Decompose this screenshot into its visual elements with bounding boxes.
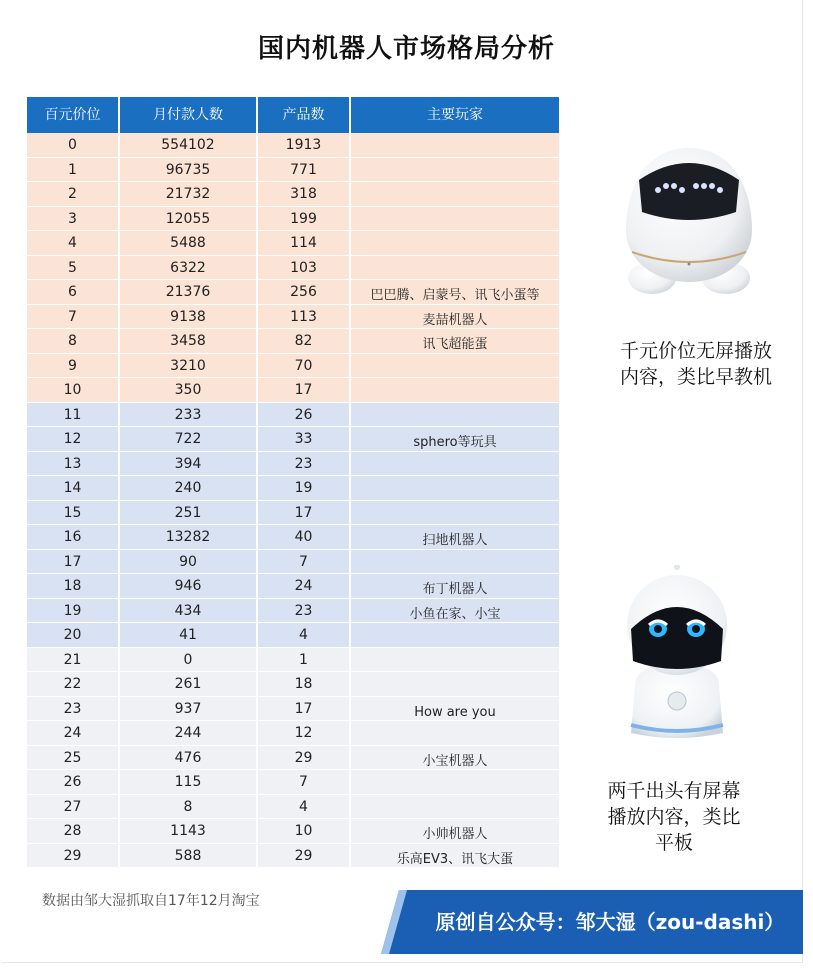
player-label: 扫地机器人 [422,533,488,548]
cell-products: 103 [290,259,317,276]
table-row [27,231,559,256]
cell-products: 1 [299,651,308,668]
cell-price: 19 [63,602,82,619]
player-label: 小宝机器人 [422,753,488,769]
cell-buyers: 8 [183,798,193,815]
cell-price: 1 [68,161,77,178]
cell-products: 114 [290,235,317,251]
cell-buyers: 96735 [165,161,211,178]
egg-robot-image [604,140,774,300]
header-buyers: 月付款人数 [120,97,258,133]
robot2-caption-line: 播放内容，类比 [607,806,741,828]
cell-products: 17 [294,700,313,717]
cell-price: 11 [63,406,82,423]
cell-price: 29 [63,847,82,864]
table-row [27,256,559,281]
cell-buyers: 251 [174,504,202,521]
cell-products: 7 [299,553,308,570]
cell-buyers: 3210 [170,357,206,374]
table-row [27,403,559,428]
cell-price: 3 [68,210,77,227]
robot1-caption [596,338,796,390]
header-products: 产品数 [258,97,351,133]
cell-buyers: 1143 [170,823,206,839]
cell-buyers: 261 [174,676,202,692]
robot2-caption [584,778,764,856]
cell-products: 23 [294,455,313,472]
cell-price: 10 [63,382,82,398]
column-separator [118,133,120,868]
cell-products: 24 [294,578,313,594]
cell-buyers: 21376 [165,284,211,300]
robot2-caption-line: 平板 [654,832,693,854]
cell-buyers: 240 [174,480,202,496]
cell-price: 25 [63,749,82,766]
cell-price: 20 [63,627,82,643]
cell-products: 1913 [285,137,322,153]
header-players: 主要玩家 [427,107,483,123]
cell-products: 17 [294,504,313,521]
cell-products: 771 [290,161,317,178]
player-label: 布丁机器人 [422,582,488,597]
cell-price: 24 [63,725,82,741]
cell-price: 6 [68,284,77,300]
cell-buyers: 554102 [161,137,215,153]
cell-price: 13 [63,455,82,472]
cell-products: 33 [294,431,313,447]
cell-price: 7 [68,308,77,325]
screen-robot-image [615,565,740,745]
cell-buyers: 5488 [170,235,206,251]
data-table [27,97,559,868]
cell-buyers: 0 [183,651,193,668]
cell-buyers: 9138 [170,308,206,325]
cell-buyers: 13282 [165,529,211,545]
player-label: 小帅机器人 [422,827,488,842]
cell-price: 8 [68,333,77,349]
cell-products: 199 [290,210,317,227]
column-separator [256,133,258,868]
cell-buyers: 233 [174,406,202,423]
table-row [27,648,559,673]
cell-products: 23 [294,602,313,619]
cell-buyers: 244 [174,725,202,741]
cell-products: 4 [299,798,308,815]
cell-products: 82 [294,333,313,349]
cell-price: 2 [68,186,77,202]
cell-buyers: 434 [174,602,202,619]
cell-buyers: 588 [174,847,202,864]
cell-buyers: 41 [179,627,197,643]
cell-products: 7 [299,774,308,790]
cell-buyers: 394 [174,455,202,472]
cell-products: 29 [294,749,313,766]
cell-price: 21 [63,651,82,668]
cell-buyers: 90 [179,553,197,570]
table-row [27,158,559,183]
table-row [27,207,559,232]
cell-price: 0 [68,137,77,153]
table-row [27,182,559,207]
player-label: 巴巴腾、启蒙号、讯飞小蛋等 [370,288,540,303]
cell-products: 256 [290,284,317,300]
cell-price: 12 [63,431,82,447]
player-label: 小鱼在家、小宝 [409,606,501,622]
cell-buyers: 12055 [165,210,211,227]
table-row [27,672,559,697]
cell-products: 70 [294,357,313,374]
table-header [27,97,559,133]
cell-products: 18 [294,676,313,692]
cell-price: 4 [68,235,77,251]
cell-price: 18 [63,578,82,594]
data-source-note: 数据由邹大湿抓取自17年12月淘宝 [42,893,260,909]
player-label: How are you [414,704,496,720]
header-price: 百元价位 [27,97,120,133]
cell-buyers: 946 [174,578,202,594]
cell-buyers: 3458 [170,333,206,349]
cell-products: 12 [294,725,313,741]
cell-buyers: 6322 [170,259,206,276]
player-label: 麦喆机器人 [422,312,488,328]
cell-buyers: 722 [174,431,202,447]
cell-price: 16 [63,529,82,545]
cell-price: 9 [68,357,77,374]
cell-products: 29 [294,847,313,864]
cell-buyers: 937 [174,700,202,717]
cell-products: 113 [290,308,317,325]
robot1-caption-line: 内容，类比早教机 [619,366,772,388]
table-row [27,133,559,158]
cell-products: 10 [294,823,313,839]
cell-price: 27 [63,798,82,815]
table-row [27,501,559,526]
robot2-caption-line: 两千出头有屏幕 [607,780,741,802]
cell-price: 26 [63,774,82,790]
cell-price: 15 [63,504,82,521]
cell-price: 28 [63,823,82,839]
table-row [27,378,559,403]
cell-products: 4 [299,627,308,643]
player-label: 乐高EV3、讯飞大蛋 [396,851,514,867]
cell-price: 23 [63,700,82,717]
cell-buyers: 350 [174,382,202,398]
cell-products: 40 [294,529,313,545]
cell-price: 5 [68,259,77,276]
cell-products: 17 [294,382,313,398]
robot1-caption-line: 千元价位无屏播放 [619,340,772,362]
cell-products: 19 [294,480,313,496]
cell-buyers: 21732 [165,186,211,202]
cell-price: 17 [63,553,82,570]
cell-products: 318 [290,186,317,202]
cell-products: 26 [294,406,313,423]
page-title: 国内机器人市场格局分析 [257,34,555,64]
cell-price: 22 [63,676,82,692]
table-row [27,476,559,501]
table-row [27,795,559,820]
cell-price: 14 [63,480,82,496]
player-label: sphero等玩具 [413,435,497,450]
table-body [27,133,559,868]
banner-text: 原创自公众号：邹大湿（zou-dashi） [435,910,785,934]
player-label: 讯飞超能蛋 [422,337,488,352]
cell-buyers: 476 [174,749,202,766]
cell-buyers: 115 [174,774,202,790]
